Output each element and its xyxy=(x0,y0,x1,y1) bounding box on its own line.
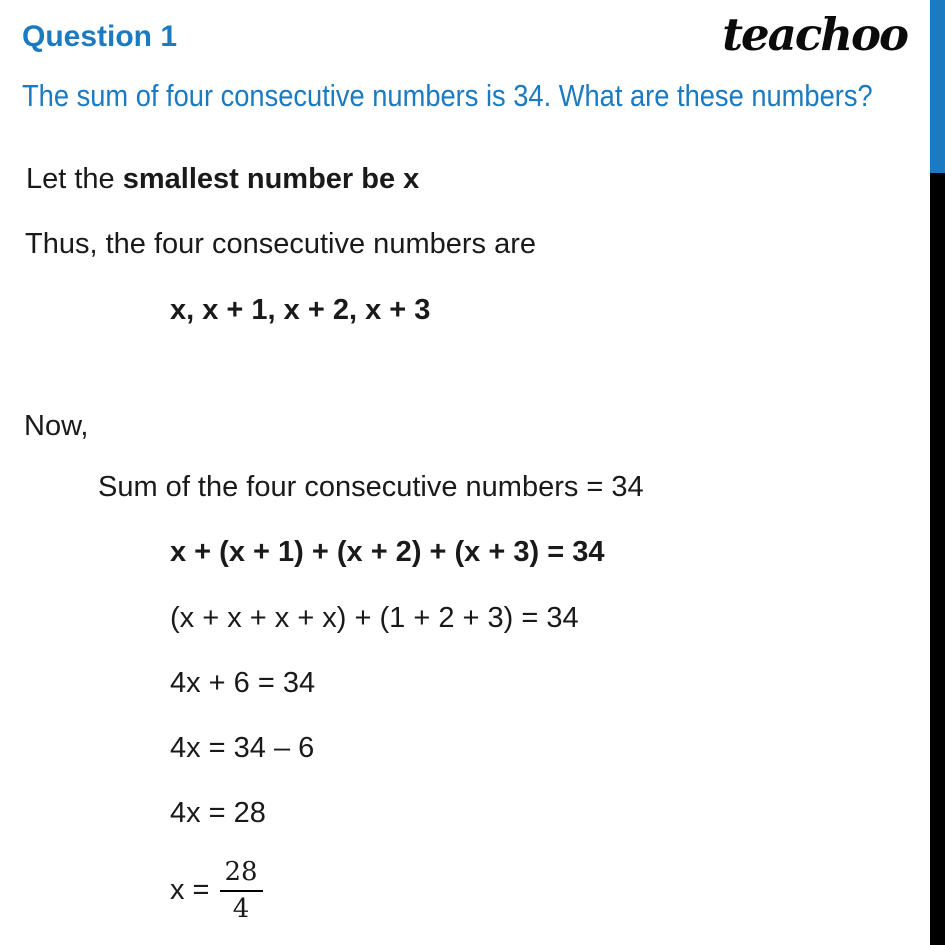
teachoo-logo: teachoo xyxy=(722,8,907,61)
consecutive-numbers-expression: x, x + 1, x + 2, x + 3 xyxy=(170,294,431,326)
final-equation xyxy=(170,858,263,923)
fraction-numerator: 28 xyxy=(220,858,263,892)
equation-step-3: 4x + 6 = 34 xyxy=(170,667,316,699)
equation-step-5: 4x = 28 xyxy=(170,797,266,829)
equation-step-2: (x + x + x + x) + (1 + 2 + 3) = 34 xyxy=(170,602,579,634)
question-title: Question 1 xyxy=(22,20,178,53)
let-statement-bold: smallest number be x xyxy=(122,163,420,195)
sum-statement: Sum of the four consecutive numbers = 34 xyxy=(98,471,644,503)
thus-statement: Thus, the four consecutive numbers are xyxy=(25,228,536,260)
equation-step-1: x + (x + 1) + (x + 2) + (x + 3) = 34 xyxy=(170,536,605,568)
fraction-denominator: 4 xyxy=(232,893,250,924)
equation-step-4: 4x = 34 – 6 xyxy=(170,732,315,764)
final-equation-lhs: x = xyxy=(170,874,210,907)
let-statement xyxy=(26,163,419,196)
now-label: Now, xyxy=(24,410,89,442)
fraction xyxy=(220,858,263,923)
right-edge-blue-bar xyxy=(930,0,945,173)
question-text: The sum of four consecutive numbers is 34. What are these numbers? xyxy=(22,78,873,113)
let-statement-prefix: Let the xyxy=(26,163,123,195)
